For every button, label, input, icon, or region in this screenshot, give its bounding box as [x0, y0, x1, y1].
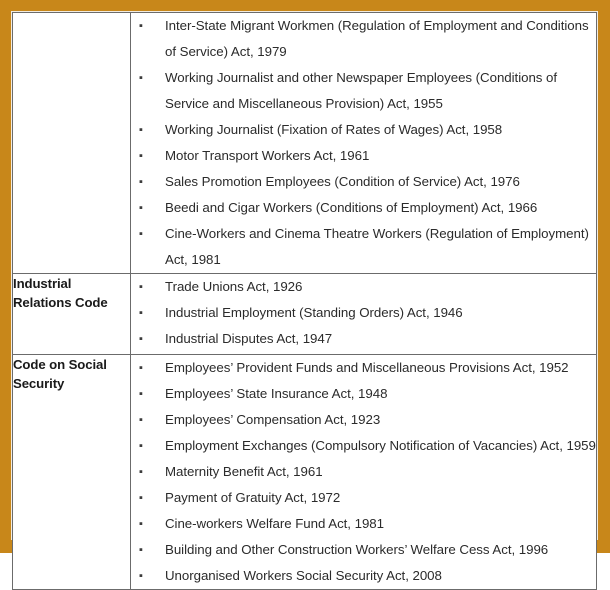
act-title: Working Journalist and other Newspaper Employees (Conditions of Service and Miscellaneous Provision) Act, 1955: [165, 70, 558, 111]
act-title: Cine-workers Welfare Fund Act, 1981: [165, 516, 384, 531]
act-title: Employees’ State Insurance Act, 1948: [165, 386, 388, 401]
act-title: Working Journalist (Fixation of Rates of Wages) Act, 1958: [165, 122, 503, 137]
list-item: [131, 221, 596, 273]
list-item: [131, 326, 596, 352]
list-item: [131, 433, 596, 459]
bullet-icon: ▪: [139, 518, 143, 530]
table-surface: [11, 11, 598, 583]
bullet-icon: ▪: [139, 202, 143, 214]
list-item: [131, 300, 596, 326]
table-row: [13, 13, 597, 274]
list-item: [131, 355, 596, 381]
list-item: [131, 459, 596, 485]
bullet-icon: ▪: [139, 150, 143, 162]
acts-list: [131, 13, 596, 273]
list-item: [131, 195, 596, 221]
list-item: [131, 274, 596, 300]
list-item: [131, 381, 596, 407]
act-title: Unorganised Workers Social Security Act, 2008: [165, 568, 442, 583]
list-item: [131, 537, 596, 563]
act-title: Employment Exchanges (Compulsory Notification of Vacancies) Act, 1959: [165, 438, 596, 453]
list-item: [131, 169, 596, 195]
table-row: [13, 274, 597, 355]
act-title: Employees’ Compensation Act, 1923: [165, 412, 381, 427]
bullet-icon: ▪: [139, 570, 143, 582]
act-title: Sales Promotion Employees (Condition of Service) Act, 1976: [165, 174, 520, 189]
code-name-cell: [13, 274, 131, 355]
act-title: Trade Unions Act, 1926: [165, 279, 303, 294]
bullet-icon: ▪: [139, 466, 143, 478]
bullet-icon: ▪: [139, 72, 143, 84]
bullet-icon: ▪: [139, 124, 143, 136]
list-item: [131, 65, 596, 117]
list-item: [131, 563, 596, 589]
code-name-label: Code on Social Security: [13, 357, 107, 391]
list-item: [131, 485, 596, 511]
bullet-icon: ▪: [139, 544, 143, 556]
acts-list-cell: [131, 355, 597, 590]
act-title: Industrial Employment (Standing Orders) Act, 1946: [165, 305, 463, 320]
act-title: Employees’ Provident Funds and Miscellaneous Provisions Act, 1952: [165, 360, 569, 375]
act-title: Motor Transport Workers Act, 1961: [165, 148, 370, 163]
bullet-icon: ▪: [139, 228, 143, 240]
list-item: [131, 143, 596, 169]
act-title: Payment of Gratuity Act, 1972: [165, 490, 341, 505]
table-row: [13, 355, 597, 590]
labour-codes-acts-table: [12, 12, 597, 590]
bullet-icon: ▪: [139, 388, 143, 400]
code-name-label: Industrial Relations Code: [13, 276, 108, 310]
act-title: Cine-Workers and Cinema Theatre Workers (Regulation of Employment) Act, 1981: [165, 226, 589, 267]
bullet-icon: ▪: [139, 362, 143, 374]
bullet-icon: ▪: [139, 333, 143, 345]
code-name-cell: [13, 13, 131, 274]
bullet-icon: ▪: [139, 307, 143, 319]
act-title: Inter-State Migrant Workmen (Regulation of Employment and Conditions of Service) Act, 1979: [165, 18, 589, 59]
bullet-icon: ▪: [139, 20, 143, 32]
act-title: Beedi and Cigar Workers (Conditions of Employment) Act, 1966: [165, 200, 538, 215]
list-item: [131, 511, 596, 537]
bullet-icon: ▪: [139, 281, 143, 293]
list-item: [131, 407, 596, 433]
list-item: [131, 13, 596, 65]
code-name-cell: [13, 355, 131, 590]
act-title: Maternity Benefit Act, 1961: [165, 464, 323, 479]
table-body: [13, 13, 597, 590]
list-item: [131, 117, 596, 143]
acts-list-cell: [131, 13, 597, 274]
acts-list-cell: [131, 274, 597, 355]
acts-list: [131, 274, 596, 352]
act-title: Industrial Disputes Act, 1947: [165, 331, 333, 346]
bullet-icon: ▪: [139, 492, 143, 504]
act-title: Building and Other Construction Workers’ Welfare Cess Act, 1996: [165, 542, 549, 557]
bullet-icon: ▪: [139, 176, 143, 188]
acts-list: [131, 355, 596, 589]
bullet-icon: ▪: [139, 414, 143, 426]
bullet-icon: ▪: [139, 440, 143, 452]
